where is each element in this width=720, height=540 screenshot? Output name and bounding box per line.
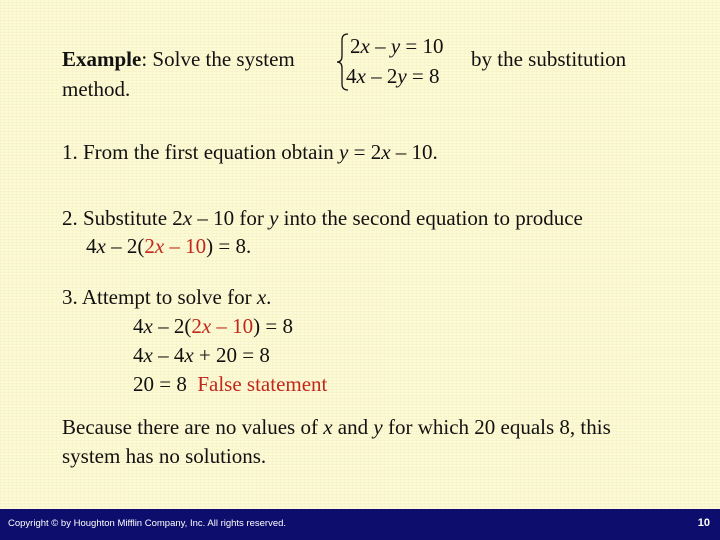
step-3-line-4: 20 = 8 False statement <box>133 372 328 396</box>
step-3-line-3: 4x – 4x + 20 = 8 <box>133 343 270 367</box>
step-3-line-2: 4x – 2(2x – 10) = 8 <box>133 314 293 338</box>
example-text: : Solve the system <box>141 47 295 71</box>
equation-1: 2x – y = 10 <box>350 34 444 58</box>
substituted-expression: 2x – 10 <box>144 234 207 258</box>
footer-bar <box>0 509 720 540</box>
example-method: method. <box>62 77 131 101</box>
step-1: 1. From the first equation obtain y = 2x – 10. <box>62 140 438 164</box>
example-line-1 <box>62 45 295 74</box>
copyright-text: Copyright © by Houghton Mifflin Company, Inc. All rights reserved. <box>8 518 287 529</box>
conclusion-line-2: system has no solutions. <box>62 444 267 468</box>
equation-system <box>336 32 466 92</box>
example-text-after: by the substitution <box>471 47 627 71</box>
equation-2: 4x – 2y = 8 <box>346 64 440 88</box>
step-2-line-2: 4x – 2(2x – 10) = 8. <box>86 234 252 258</box>
step-2-line-1: 2. Substitute 2x – 10 for y into the second equation to produce <box>62 206 583 230</box>
example-line-2 <box>62 75 130 104</box>
page-number: 10 <box>697 517 710 529</box>
example-label: Example <box>62 47 142 71</box>
false-statement-label: False statement <box>197 372 328 396</box>
step-3-line-1: 3. Attempt to solve for x. <box>62 285 272 309</box>
conclusion-line-1: Because there are no values of x and y for which 20 equals 8, this <box>62 415 611 439</box>
substituted-expression: 2x – 10 <box>191 314 254 338</box>
